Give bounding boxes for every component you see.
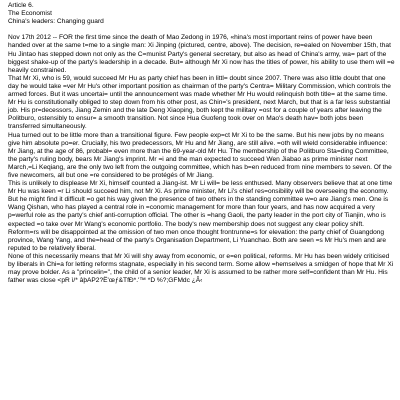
paragraph-6: None of this necessarily means that Mr Xi will shy away from economic, or e=en political, reforms. Mr Hu has been widely criticised by liberals in Chi=a for letting reforms stagnate, especially in his second term. Some allow =hemselves a smidgen of hope that Mr Xi may prove bolder. As a "princelin=", the child of a senior leader, Mr Xi is assumed to be rather more self=confident than Mr Hu. His father was close <pR ì/* âþAP2?Ё'œƒ&TfÐ*.'™ *D %?;GFMdc ¿Â‹ (8, 252, 394, 285)
article-page (8, 2, 396, 285)
publication-name: The Economist (8, 10, 52, 18)
paragraph-1: Nov 17th 2012 -- FOR the first time since the death of Mao Zedong in 1976, «hina's most important reins of power have been handed over at the same t=me to a single man: Xi Jinping (pictured, centre, above). The decision, re=ealed on November 15th, that Hu Jintao has stepped down not only as the C=munist Party's general secretary, but also as head of China's army, wa= part of the biggest shake-up of the party's leadership in a decade. But= although Mr Xi now has the titles of power, his ability to use them will =e heavily constrained. (8, 34, 395, 74)
article-number: Article 6. (8, 2, 34, 9)
paragraph-2: That Mr Xi, who is 59, would succeed Mr Hu as party chief has been in littl= doubt since 2007. There was also little doubt that one day he would take =ver Mr Hu's other important position as chairman of the party's Centra= Military Commission, which controls the armed forces. But it was uncertai= until the announcement was made whether Mr Hu would relinquish both title= at the same time. (8, 74, 391, 99)
article-headline: China's leaders: Changing guard (8, 18, 104, 26)
paragraph-3: Mr Hu is constitutionally obliged to step down from his other post, as Chin='s president, next March, but that is a far less substantial job. His pr=decessors, Jiang Zemin and the late Deng Xiaoping, both kept the military =ost for a couple of years after leaving the Politburo, ostensibly to ensur= a smooth transition. Not since Hua Guofeng took over on Mao's death hav= both jobs been transferred simultaneously. (8, 99, 391, 131)
paragraph-4: Hua turned out to be little more than a transitional figure. Few people exp=ct Mr Xi to be the same. But his new jobs by no means give him absolute po=er. Crucially, his two predecessors, Mr Hu and Mr Jiang, are still alive. =oth will wield considerable influence: Mr Jiang, at the age of 86, probabl= even more than the 69-year-old Mr Hu. The membership of the Politburo Sta=ding Committee, the party's ruling body, bears Mr Jiang's imprint. Mr =i and the man expected to succeed Wen Jiabao as prime minister next March,=Li Keqiang, are the only two left from the outgoing committee, which has b=en reduced from nine members to seven. Of the five newcomers, all but one =re considered to be protégés of Mr Jiang. (8, 131, 392, 179)
spacer (8, 26, 396, 34)
paragraph-5: This is unlikely to displease Mr Xi, himself counted a Jiang-ist. Mr Li will= be less enthused. Many observers believe that at one time Mr Hu was keen =r Li should succeed him, not Mr Xi. As prime minister, Mr Li's chief res=onsibility will be overseeing the economy. But he might find it difficult =o get his way given the presence of two others in the standing committee w=o are Jiang's men. One is Wang Qishan, who has played a central role in =conomic management for more than four years, and has now acquired a very p=werful role as the party's chief anti-corruption official. The other is =hang Gaoli, the party leader in the port city of Tianjin, who is expected =o take over Mr Wang's economic portfolio. The body's new membership does not suggest any clear policy shift. Reform=rs will be disappointed at the omission of two men once thought frontrunne=s for elevation: the party chief of Guangdong province, Wang Yang, and the=head of the party's Organisation Department, Li Yuanchao. Both are seen =s Mr Hu's men and are reputed to be relatively liberal. (8, 180, 393, 252)
